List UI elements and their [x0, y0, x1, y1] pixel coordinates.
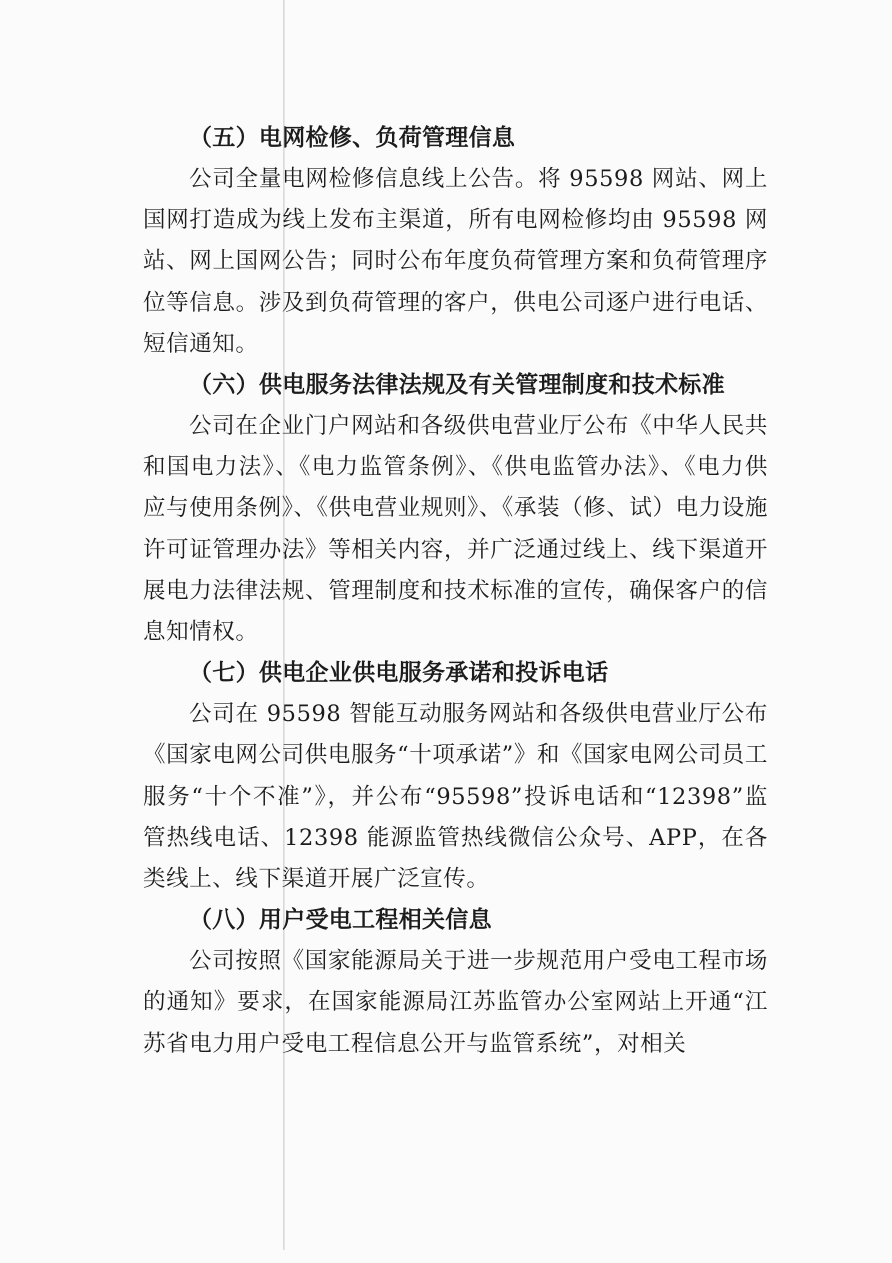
section-heading: （八）用户受电工程相关信息 [189, 907, 492, 934]
section-8 [143, 900, 768, 1065]
section-paragraph: 公司全量电网检修信息线上公告。将 95598 网站、网上国网打造成为线上发布主渠道，所有电网检修均由 95598 网站、网上国网公告；同时公布年度负荷管理方案和负荷管理序位等信息。涉及到负荷管理的客户，供电公司逐户进行电话、短信通知。 [143, 166, 768, 357]
section-heading: （六）供电服务法律法规及有关管理制度和技术标准 [189, 372, 725, 399]
section-heading: （七）供电企业供电服务承诺和投诉电话 [189, 660, 609, 687]
section-6 [143, 365, 768, 653]
section-5 [143, 118, 768, 365]
section-7 [143, 653, 768, 900]
section-paragraph: 公司按照《国家能源局关于进一步规范用户受电工程市场的通知》要求，在国家能源局江苏监管办公室网站上开通“江苏省电力用户受电工程信息公开与监管系统”，对相关 [143, 948, 768, 1057]
section-heading: （五）电网检修、负荷管理信息 [189, 125, 516, 151]
section-paragraph: 公司在 95598 智能互动服务网站和各级供电营业厅公布《国家电网公司供电服务“十项承诺”》和《国家电网公司员工服务“十个不准”》，并公布“95598”投诉电话和“12398”监管热线电话、12398 能源监管热线微信公众号、APP，在各类线上、线下渠道开展广泛宣传。 [143, 701, 768, 893]
section-paragraph: 公司在企业门户网站和各级供电营业厅公布《中华人民共和国电力法》、《电力监管条例》、《供电监管办法》、《电力供应与使用条例》、《供电营业规则》、《承装（修、试）电力设施许可证管理办法》等相关内容，并广泛通过线上、线下渠道开展电力法律法规、管理制度和技术标准的宣传，确保客户的信息知情权。 [143, 413, 768, 646]
document-body [143, 118, 768, 1065]
